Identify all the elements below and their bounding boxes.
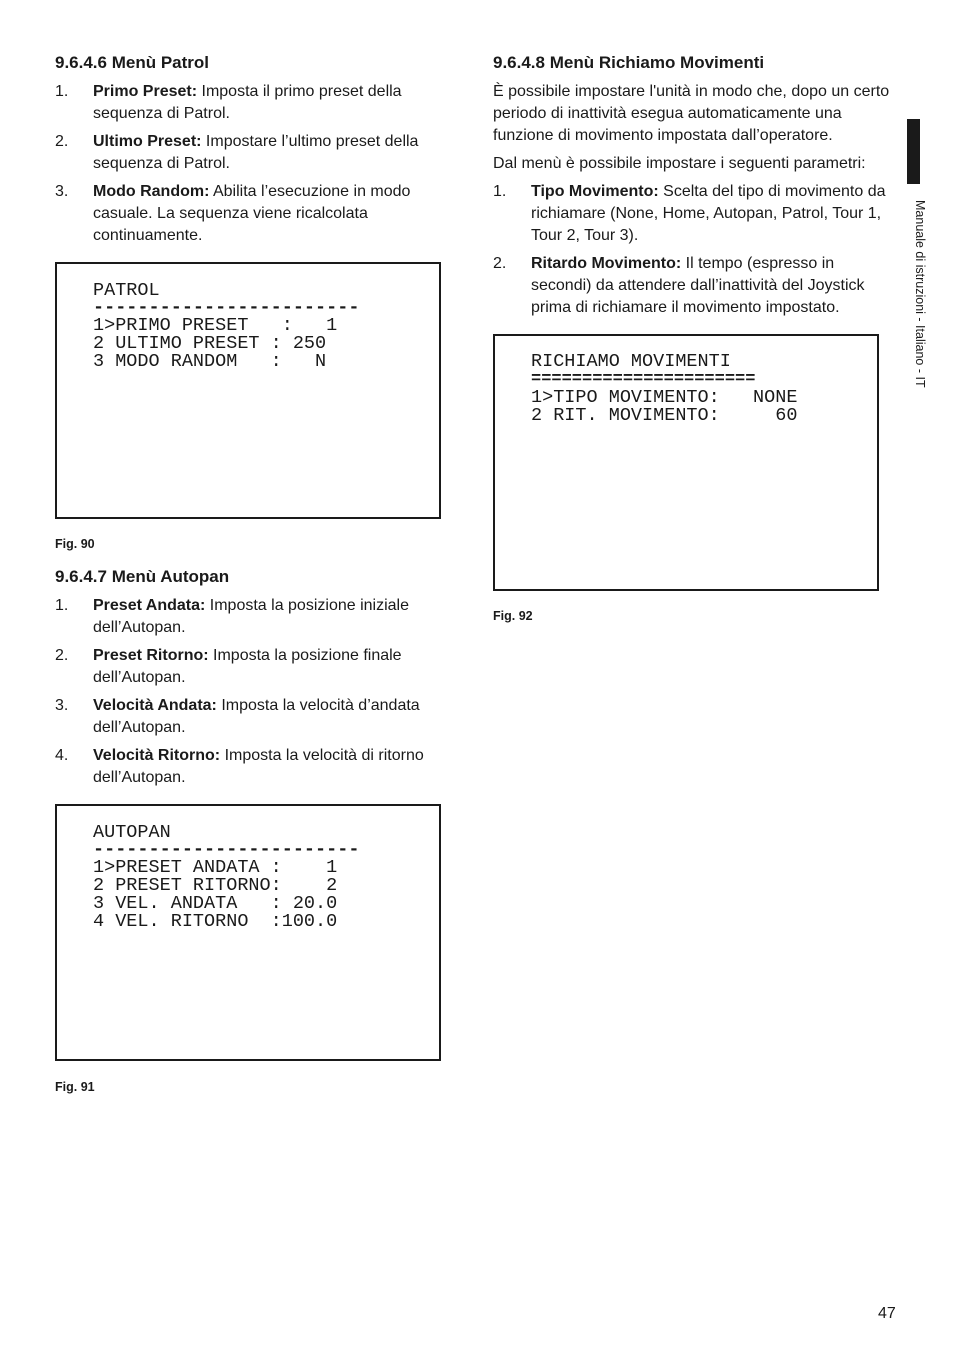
screen-line: 3 VEL. ANDATA : 20.0 [93, 893, 338, 914]
item-term: Tipo Movimento: [531, 183, 659, 200]
item-number: 3. [55, 697, 69, 714]
screen-line: 2 RIT. MOVIMENTO: 60 [531, 405, 798, 426]
chapter-tab-marker [907, 119, 920, 184]
item-number: 2. [55, 133, 69, 150]
item-term: Primo Preset: [93, 83, 198, 100]
item-term: Preset Ritorno: [93, 647, 209, 664]
page-number: 47 [878, 1305, 896, 1322]
list-item [493, 181, 898, 247]
list-item [55, 695, 455, 739]
item-text: Scelta del tipo di movimento da richiamare (None, Home, Autopan, Patrol, Tour 1, Tour 2, Tour 3). [531, 183, 886, 244]
side-label: Manuale di istruzioni - Italiano - IT [913, 200, 927, 388]
screen-line: 2 PRESET RITORNO: 2 [93, 875, 338, 896]
item-text: Imposta la velocità di ritorno dell’Autopan. [93, 747, 424, 786]
screen-separator: ------------------------ [93, 839, 360, 860]
section-heading-richiamo: 9.6.4.8 Menù Richiamo Movimenti [493, 53, 765, 72]
item-number: 3. [55, 183, 69, 200]
item-number: 1. [55, 597, 69, 614]
item-number: 4. [55, 747, 69, 764]
section-heading-autopan: 9.6.4.7 Menù Autopan [55, 567, 230, 586]
osd-screen-autopan [55, 804, 441, 1061]
item-text: Imposta il primo preset della sequenza di Patrol. [93, 83, 402, 122]
screen-line: 1>PRESET ANDATA : 1 [93, 857, 338, 878]
item-term: Modo Random: [93, 183, 210, 200]
list-item [493, 253, 898, 319]
screen-line: 4 VEL. RITORNO :100.0 [93, 911, 338, 932]
screen-line: 3 MODO RANDOM : N [93, 351, 327, 372]
list-item [55, 595, 455, 639]
screen-line: 1>TIPO MOVIMENTO: NONE [531, 387, 798, 408]
screen-line: 1>PRIMO PRESET : 1 [93, 315, 338, 336]
item-text: Imposta la posizione finale dell’Autopan. [93, 647, 402, 686]
list-item [55, 81, 455, 125]
screen-title: AUTOPAN [93, 822, 171, 843]
osd-screen-patrol [55, 262, 441, 519]
item-number: 1. [493, 183, 507, 200]
item-text: Imposta la velocità d’andata dell’Autopan. [93, 697, 420, 736]
screen-separator: ====================== [531, 370, 756, 389]
list-item [55, 745, 455, 789]
item-number: 1. [55, 83, 69, 100]
item-term: Ritardo Movimento: [531, 255, 682, 272]
item-term: Ultimo Preset: [93, 133, 202, 150]
intro-paragraph-2: Dal menù è possibile impostare i seguenti parametri: [493, 155, 866, 172]
figure-caption: Fig. 91 [55, 1080, 95, 1094]
item-text: Imposta la posizione iniziale dell’Autopan. [93, 597, 409, 636]
item-text: Abilita l’esecuzione in modo casuale. La sequenza viene ricalcolata continuamente. [93, 183, 411, 244]
screen-separator: ------------------------ [93, 297, 360, 318]
item-term: Velocità Andata: [93, 697, 217, 714]
figure-caption: Fig. 92 [493, 609, 533, 623]
osd-screen-richiamo [493, 334, 879, 591]
screen-title: PATROL [93, 280, 160, 301]
screen-line: 2 ULTIMO PRESET : 250 [93, 333, 327, 354]
list-item [55, 131, 455, 175]
item-number: 2. [55, 647, 69, 664]
item-term: Velocità Ritorno: [93, 747, 221, 764]
item-text: Impostare l’ultimo preset della sequenza di Patrol. [93, 133, 419, 172]
section-heading-patrol: 9.6.4.6 Menù Patrol [55, 53, 209, 72]
list-item [55, 181, 415, 247]
item-term: Preset Andata: [93, 597, 206, 614]
intro-paragraph: È possibile impostare l'unità in modo che, dopo un certo periodo di inattività esegua automaticamente una funzione di movimento impostata dall’operatore. [493, 83, 890, 144]
item-number: 2. [493, 255, 507, 272]
screen-title: RICHIAMO MOVIMENTI [531, 351, 731, 372]
item-text: Il tempo (espresso in secondi) da attendere dall’inattività del Joystick prima di richiamare il movimento impostato. [531, 255, 865, 316]
figure-caption: Fig. 90 [55, 537, 95, 551]
list-item [55, 645, 455, 689]
